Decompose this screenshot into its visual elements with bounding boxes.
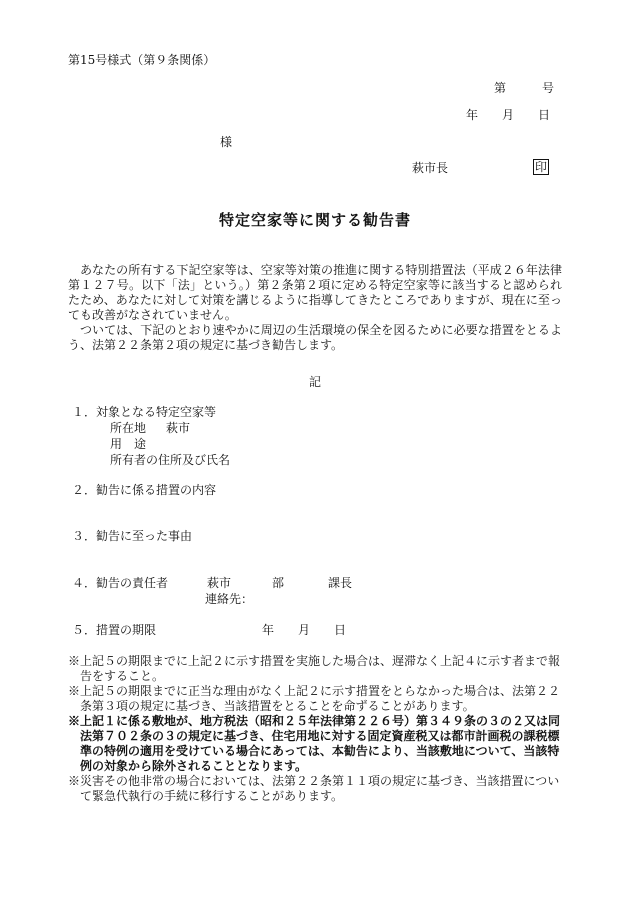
item-4-city: 萩市 xyxy=(207,576,232,590)
form-label: 第15号様式（第９条関係） xyxy=(68,53,216,67)
item-4-contact: 連絡先： xyxy=(205,592,254,606)
item-4-section: 課長 xyxy=(328,576,353,590)
notes-section xyxy=(68,654,562,804)
seal-text: 印 xyxy=(535,160,548,174)
item-1-title: １．対象となる特定空家等 xyxy=(72,405,217,419)
item-1-location-label: 所在地 xyxy=(110,421,147,435)
note-2: ※上記５の期限までに正当な理由がなく上記２に示す措置をとらなかった場合は、法第２２条第３項の規定に基づき、当該措置をとることを命ずることがあります。 xyxy=(68,684,561,713)
item-5-date: 年 月 日 xyxy=(262,623,347,637)
document-number: 第 号 xyxy=(494,81,555,95)
item-4-title: ４．勧告の責任者 xyxy=(72,576,169,590)
document-title: 特定空家等に関する勧告書 xyxy=(218,211,411,229)
sender-name: 萩市長 xyxy=(412,161,449,175)
note-1: ※上記５の期限までに上記２に示す措置を実施した場合は、遅滞なく上記４に示す者まで報告をすること。 xyxy=(68,654,561,683)
item-5-title: ５．措置の期限 xyxy=(72,623,157,637)
note-3: ※上記１に係る敷地が、地方税法（昭和２５年法律第２２６号）第３４９条の３の２又は同法第７０２条の３の規定に基づき、住宅用地に対する固定資産税又は都市計画税の課税標準の特例の適用を受けている場合にあっては、本勧告により、当該敷地について、当該特例の対象から除外されることとなります。 xyxy=(68,714,561,773)
item-1-use-label: 用 途 xyxy=(110,437,147,451)
item-1-location-value: 萩市 xyxy=(166,421,191,435)
addressee-suffix: 様 xyxy=(220,135,233,149)
item-3-title: ３．勧告に至った事由 xyxy=(72,529,193,543)
body-paragraph-2: ついては、下記のとおり速やかに周辺の生活環境の保全を図るために必要な措置をとるよう、法第２２条第２項の規定に基づき勧告します。 xyxy=(68,323,562,352)
item-2-title: ２．勧告に係る措置の内容 xyxy=(72,483,217,497)
item-1-owner-label: 所有者の住所及び氏名 xyxy=(110,453,231,467)
item-4-department: 部 xyxy=(272,576,285,590)
issue-date: 年 月 日 xyxy=(466,108,551,122)
ki-heading: 記 xyxy=(308,375,321,389)
note-4: ※災害その他非常の場合においては、法第２２条第１１項の規定に基づき、当該措置について緊急代執行の手続に移行することがあります。 xyxy=(68,774,560,803)
seal-mark xyxy=(533,159,549,175)
body-paragraph-1: あなたの所有する下記空家等は、空家等対策の推進に関する特別措置法（平成２６年法律第１２７号。以下「法」という。）第２条第２項に定める特定空家等に該当すると認められたため、あなたに対して対策を講じるように指導してきたところでありますが、現在に至っても改善がなされていません。 xyxy=(68,263,562,322)
body-text xyxy=(68,263,562,353)
